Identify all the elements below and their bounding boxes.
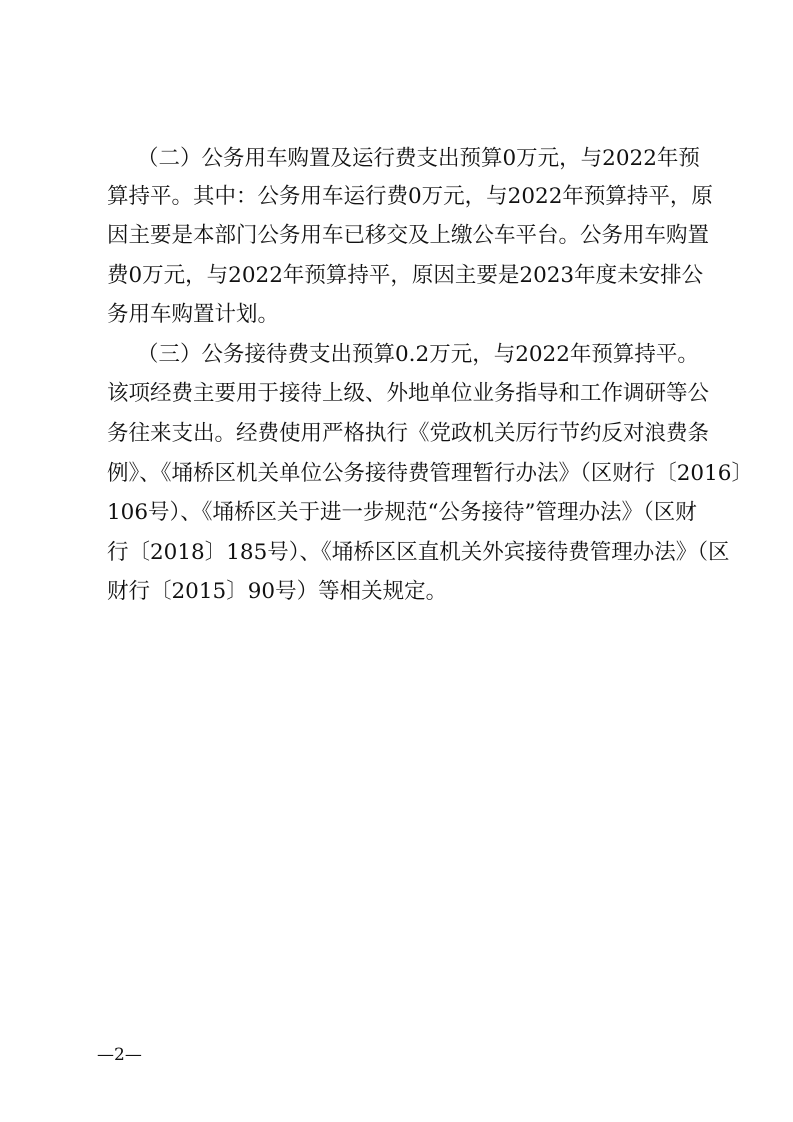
paragraph-line: 务用车购置计划。 xyxy=(107,302,280,327)
paragraph-line: 算持平。其中：公务用车运行费0万元，与2022年预算持平，原 xyxy=(107,184,713,209)
paragraph-line: （三）公务接待费支出预算0.2万元，与2022年预算持平。 xyxy=(137,342,699,367)
paragraph-line: （二）公务用车购置及运行费支出预算0万元，与2022年预 xyxy=(137,146,700,171)
paragraph-line: 106号）、《埇桥区关于进一步规范“公务接待”管理办法》（区财 xyxy=(107,500,697,525)
paragraph-line: 例》、《埇桥区机关单位公务接待费管理暂行办法》（区财行〔2016〕 xyxy=(107,461,753,486)
paragraph-line: 行〔2018〕185号）、《埇桥区区直机关外宾接待费管理办法》（区 xyxy=(107,540,730,565)
paragraph-line: 财行〔2015〕90号）等相关规定。 xyxy=(107,579,448,604)
paragraph-line: 该项经费主要用于接待上级、外地单位业务指导和工作调研等公 xyxy=(107,381,710,406)
page-number: —2— xyxy=(97,1045,142,1065)
paragraph-line: 因主要是本部门公务用车已移交及上缴公车平台。公务用车购置 xyxy=(107,223,710,248)
paragraph-line: 费0万元，与2022年预算持平，原因主要是2023年度未安排公 xyxy=(107,263,704,288)
paragraph-line: 务往来支出。经费使用严格执行《党政机关厉行节约反对浪费条 xyxy=(107,421,710,446)
